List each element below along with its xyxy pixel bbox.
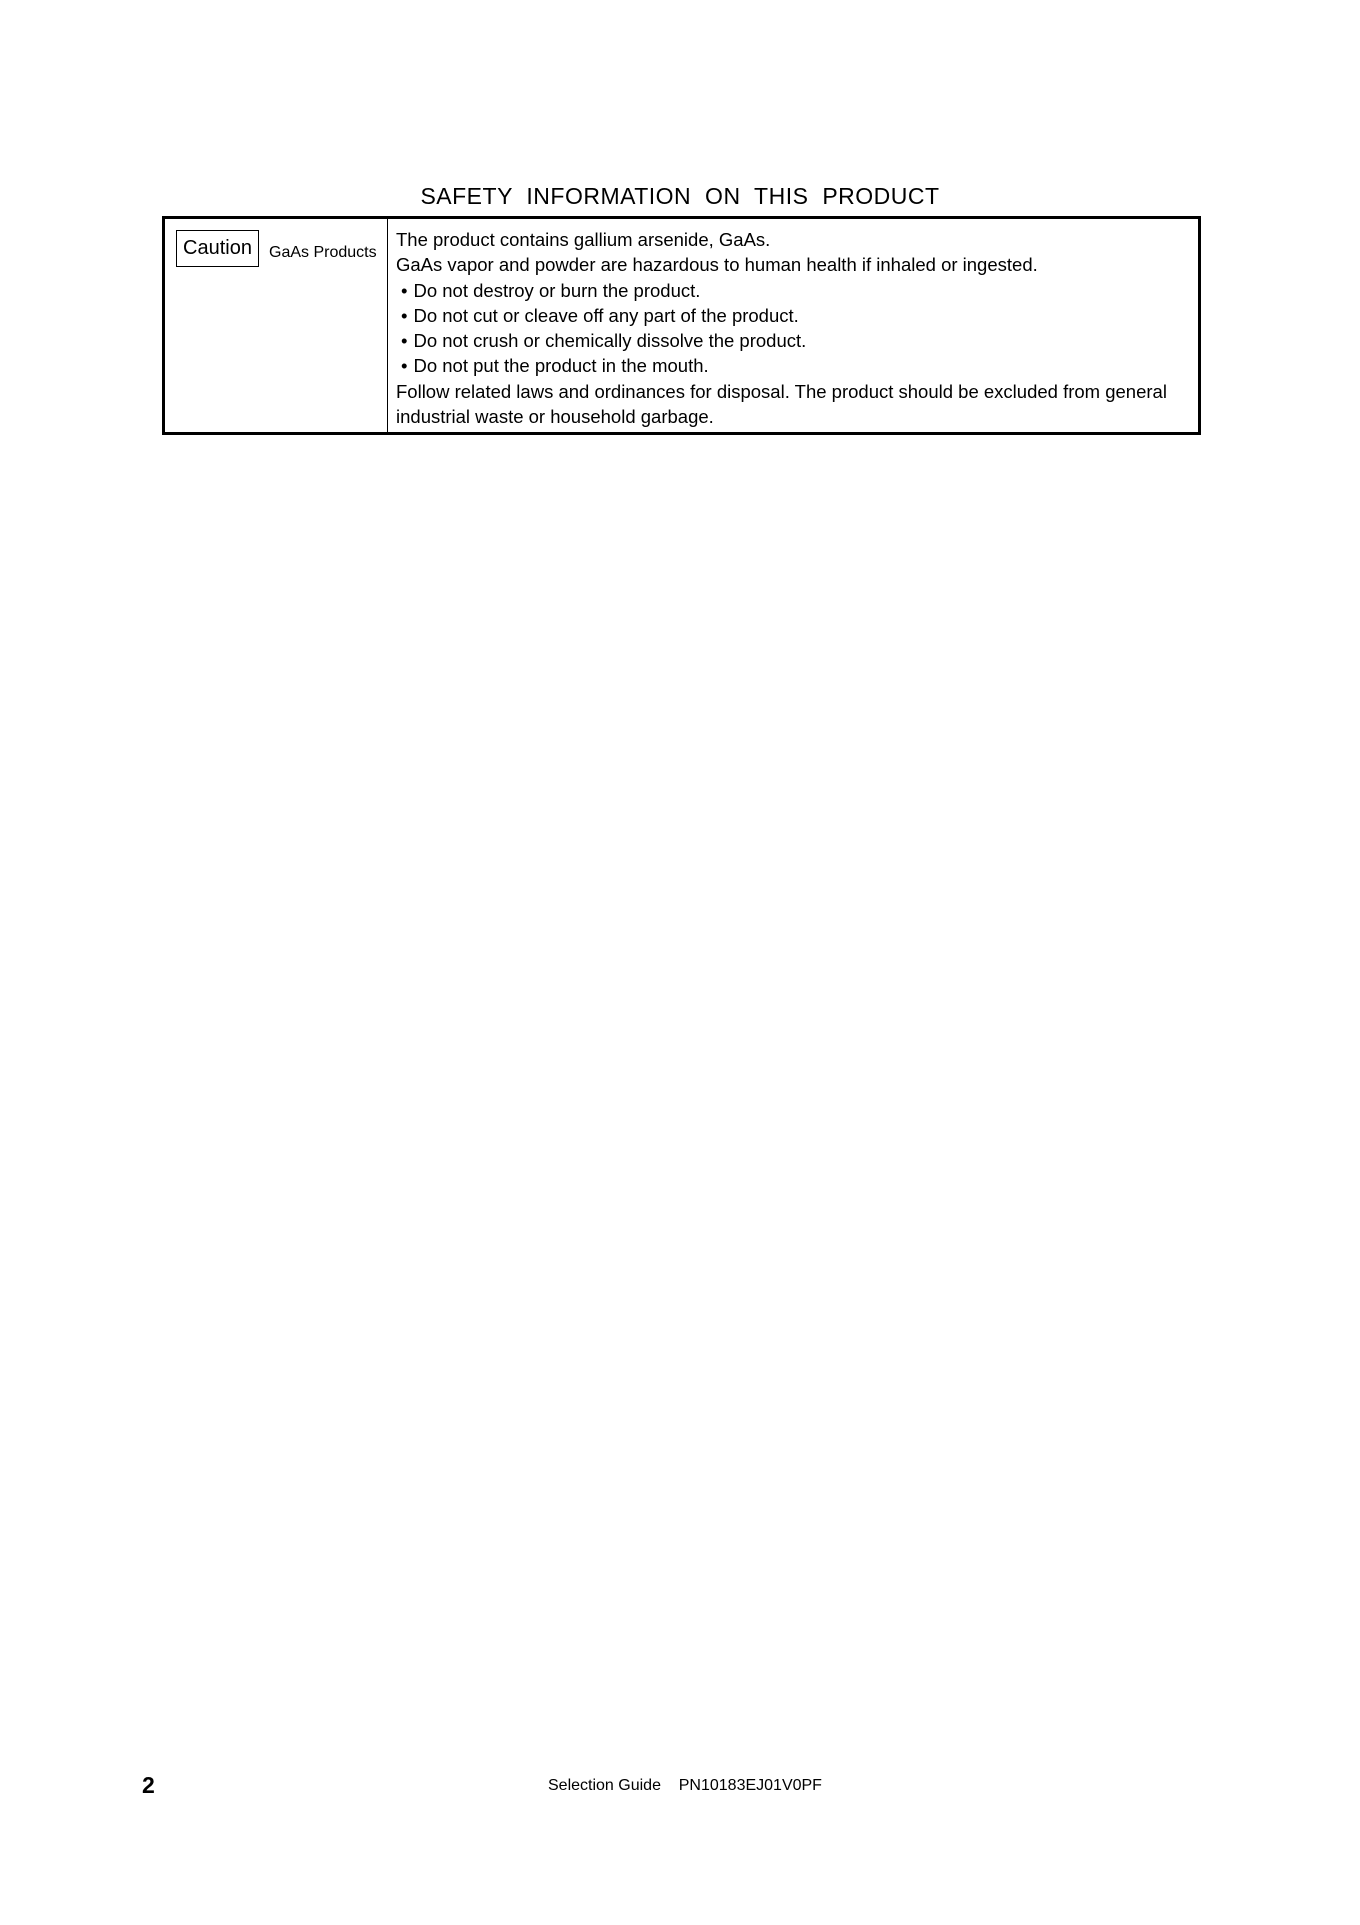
page-number: 2 [142,1772,155,1798]
intro-line: GaAs vapor and powder are hazardous to human health if inhaled or ingested. [396,254,1038,276]
hazard-description-cell [388,219,1198,432]
document-code: PN10183EJ01V0PF [678,1777,822,1794]
bullet-item [396,353,1190,378]
intro-line: The product contains gallium arsenide, GaAs. [396,229,771,250]
bullet-icon: • [401,279,408,301]
caution-label-box: Caution [176,230,259,267]
product-category-label: GaAs Products [269,244,377,261]
bullet-icon: • [401,304,408,326]
bullet-item [396,328,1190,353]
bullet-text: Do not cut or cleave off any part of the product. [413,304,799,326]
document-footer [548,1777,822,1795]
safety-information-table [162,216,1201,435]
page-title: SAFETY INFORMATION ON THIS PRODUCT [420,183,940,209]
document-name: Selection Guide [548,1777,661,1794]
hazard-category-cell [165,219,388,432]
disposal-line: Follow related laws and ordinances for disposal. The product should be excluded from general [396,380,1167,402]
bullet-text: Do not destroy or burn the product. [413,279,701,301]
bullet-text: Do not crush or chemically dissolve the product. [413,330,807,352]
bullet-item [396,303,1190,328]
bullet-icon: • [401,355,408,377]
bullet-item [396,278,1190,303]
bullet-icon: • [401,330,408,352]
bullet-text: Do not put the product in the mouth. [413,355,709,377]
disposal-line: industrial waste or household garbage. [396,406,714,428]
